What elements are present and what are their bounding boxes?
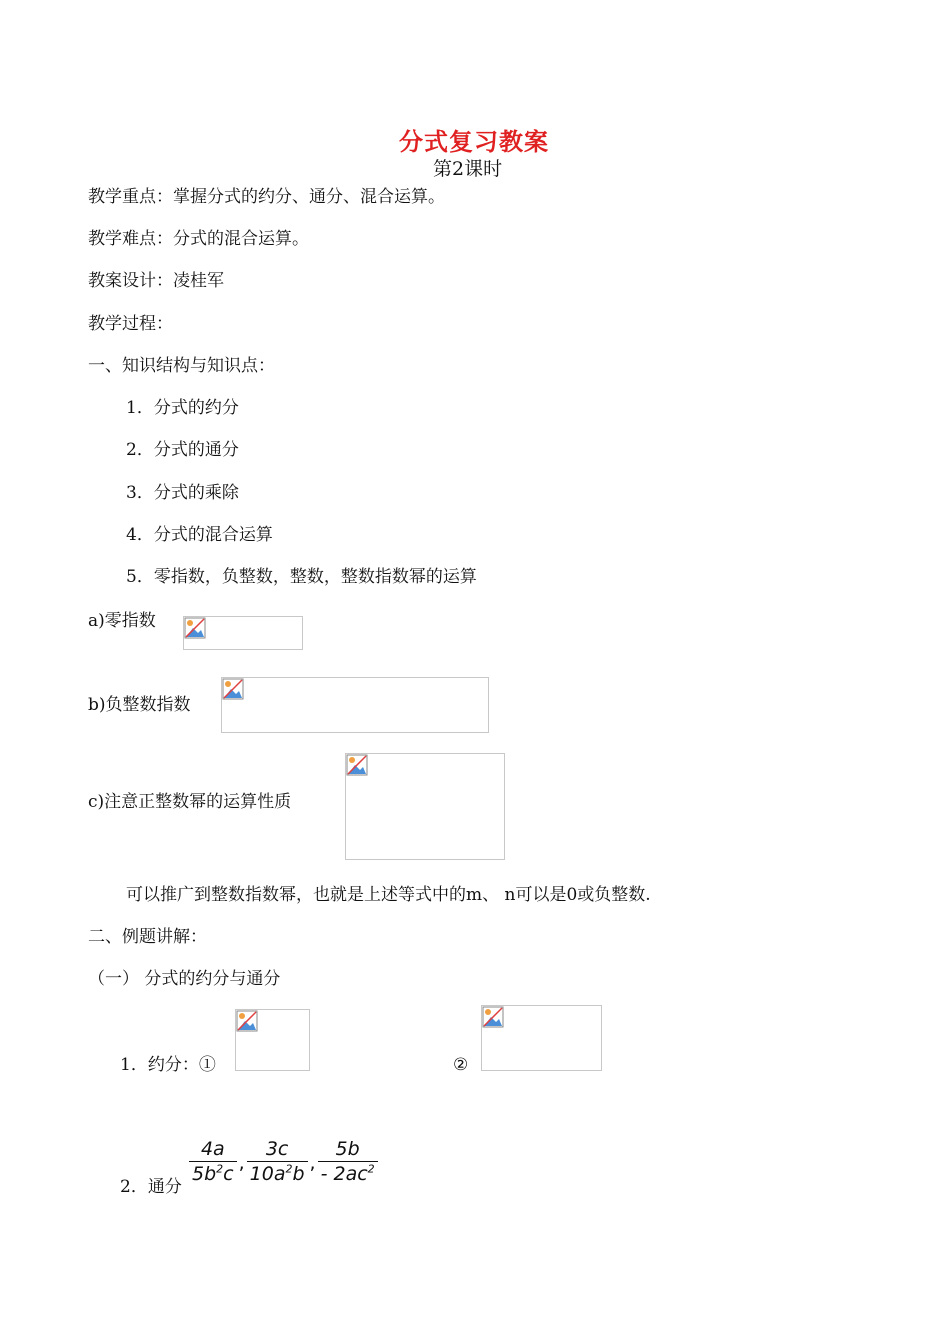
fraction-1 [189, 1138, 237, 1185]
example-reduce-label: 1．约分：① [120, 1055, 216, 1075]
lesson-designer: 教案设计：凌桂军 [88, 271, 224, 291]
section-knowledge: 一、知识结构与知识点： [88, 356, 275, 376]
teaching-focus: 教学重点：掌握分式的约分、通分、混合运算。 [88, 187, 445, 207]
broken-image-icon [482, 1006, 504, 1028]
list-item: 2．分式的通分 [126, 440, 239, 460]
page-subtitle: 第2课时 [433, 158, 503, 180]
list-item: 4．分式的混合运算 [126, 525, 273, 545]
numerator: 5b [335, 1138, 360, 1160]
broken-image-icon [346, 754, 368, 776]
comma: , [309, 1152, 316, 1174]
teaching-difficulty: 教学难点：分式的混合运算。 [88, 229, 309, 249]
comma: , [238, 1152, 245, 1174]
example-reduce-circle-2: ② [453, 1055, 469, 1075]
broken-image-icon [222, 678, 244, 700]
numerator: 4a [200, 1138, 225, 1160]
list-item: 5．零指数，负整数，整数，整数指数幂的运算 [126, 567, 477, 587]
numerator: 3c [265, 1138, 289, 1160]
fraction-3 [318, 1138, 378, 1185]
denominator: - $2ac^2$ [318, 1161, 378, 1185]
fraction-list [188, 1138, 379, 1185]
broken-image-icon [184, 617, 206, 639]
list-item: 3．分式的乘除 [126, 483, 239, 503]
negative-exponent-label: b)负整数指数 [88, 695, 191, 715]
broken-image-icon [236, 1010, 258, 1032]
missing-image-b [221, 677, 489, 733]
teaching-process: 教学过程： [88, 314, 173, 334]
list-item: 1．分式的约分 [126, 398, 239, 418]
missing-image-ex1 [235, 1009, 310, 1071]
subsection-reduce: （一） 分式的约分与通分 [88, 969, 281, 989]
missing-image-a [183, 616, 303, 650]
zero-exponent-label: a)零指数 [88, 611, 156, 631]
section-examples: 二、例题讲解： [88, 927, 207, 947]
denominator: $5b^2c$ [189, 1161, 237, 1185]
page-title: 分式复习教案 [399, 127, 549, 156]
fraction-2 [247, 1138, 308, 1185]
missing-image-c [345, 753, 505, 860]
generalization-note: 可以推广到整数指数幂，也就是上述等式中的m、 n可以是0或负整数. [126, 885, 651, 905]
power-properties-label: c)注意正整数幂的运算性质 [88, 792, 292, 812]
denominator: $10a^2b$ [247, 1161, 308, 1185]
missing-image-ex2 [481, 1005, 602, 1071]
example-common-denominator-label: 2．通分 [120, 1177, 182, 1197]
